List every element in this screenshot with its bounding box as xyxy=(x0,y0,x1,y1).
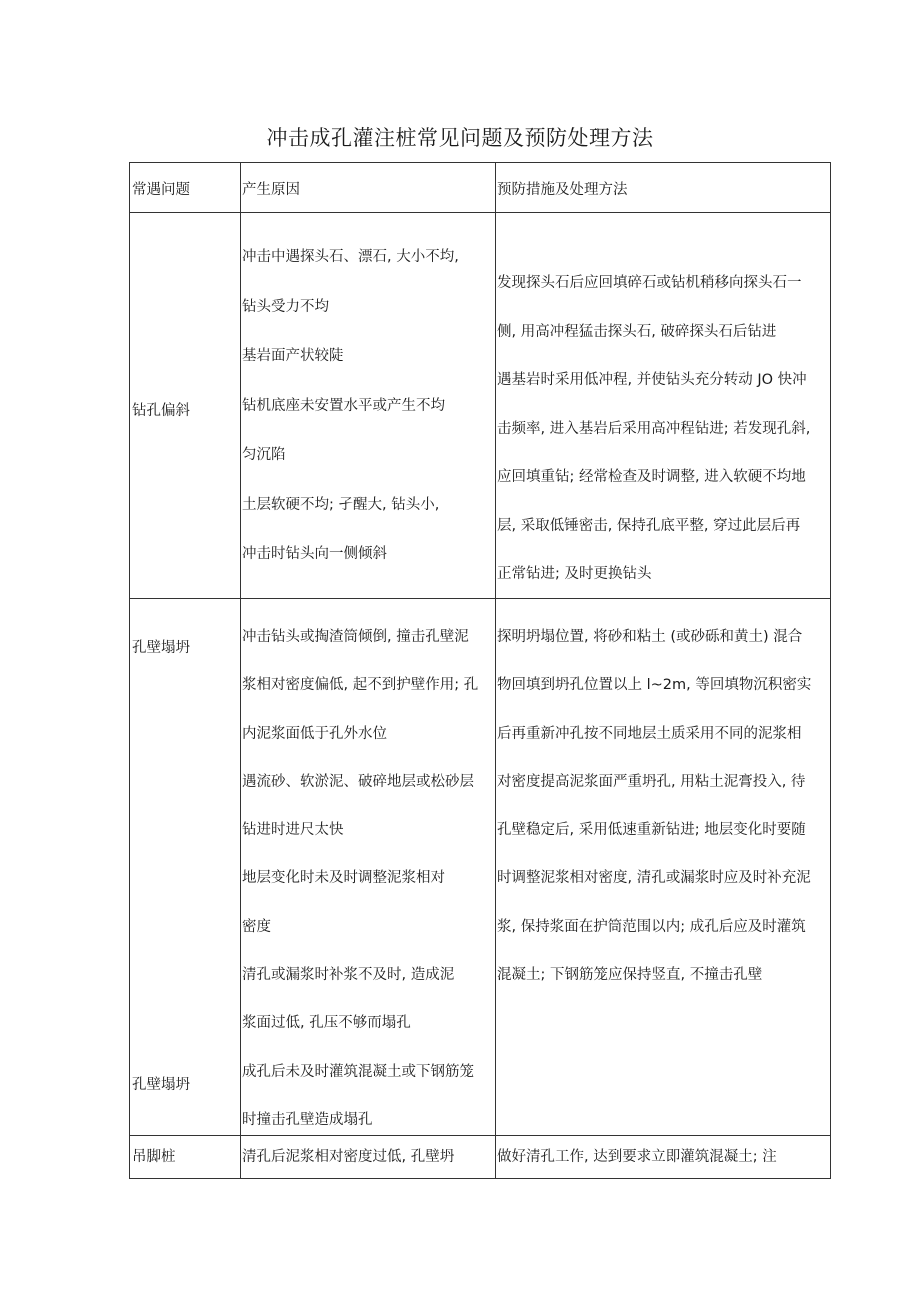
cause-line: 钻进时进尺太快 xyxy=(242,822,344,839)
cause-line: 成孔后未及时灌筑混凝土或下钢筋笼 xyxy=(242,1063,474,1080)
measure-line: 层, 采取低锤密击, 保持孔底平整, 穿过此层后再 xyxy=(497,517,801,534)
cause-cell xyxy=(242,233,494,580)
cause-line: 冲击中遇探头石、漂石, 大小不均, xyxy=(242,249,459,265)
measure-line: 物回填到坍孔位置以上 l~2m, 等回填物沉积密实 xyxy=(497,677,812,694)
column-divider xyxy=(240,163,241,1178)
measure-line: 孔壁稳定后, 采用低速重新钻进; 地层变化时要随 xyxy=(497,822,806,839)
measure-line: 正常钻进; 及时更换钻头 xyxy=(497,566,652,582)
column-divider xyxy=(495,163,496,1178)
cause-line: 清孔后泥浆相对密度过低, 孔壁坍 xyxy=(242,1149,455,1165)
cause-line: 内泥浆面低于孔外水位 xyxy=(242,725,387,742)
measure-line: 做好清孔工作, 达到要求立即灌筑混凝土; 注 xyxy=(497,1149,777,1165)
header-problem: 常遇问题 xyxy=(132,182,190,198)
problem-cell: 孔壁塌坍 xyxy=(132,640,190,656)
measures-cell xyxy=(497,1145,830,1166)
cause-line: 浆相对密度偏低, 起不到护壁作用; 孔 xyxy=(242,677,479,694)
measure-line: 侧, 用高冲程猛击探头石, 破碎探头石后钻进 xyxy=(497,323,777,340)
document-title: 冲击成孔灌注桩常见问题及预防处理方法 xyxy=(266,126,654,150)
problems-table xyxy=(129,162,831,1179)
measure-line: 混凝土; 下钢筋笼应保持竖直, 不撞击孔壁 xyxy=(497,967,763,984)
measure-line: 浆, 保持浆面在护筒范围以内; 成孔后应及时灌筑 xyxy=(497,918,806,935)
measure-line: 探明坍塌位置, 将砂和粘土 (或砂砾和黄土) 混合 xyxy=(497,629,803,645)
cause-line: 遇流砂、软淤泥、破碎地层或松砂层 xyxy=(242,773,474,790)
cause-line: 基岩面产状较陡 xyxy=(242,348,344,364)
cause-line: 清孔或漏浆时补浆不及时, 造成泥 xyxy=(242,967,455,984)
measure-line: 对密度提高泥浆面严重坍孔, 用粘土泥膏投入, 待 xyxy=(497,773,806,790)
measure-line: 后再重新冲孔按不同地层土质采用不同的泥浆相 xyxy=(497,725,802,742)
cause-line: 匀沉陷 xyxy=(242,447,286,463)
cause-line: 浆面过低, 孔压不够而塌孔 xyxy=(242,1015,411,1032)
measures-cell xyxy=(497,259,830,599)
measure-line: 应回填重钻; 经常检查及时调整, 进入软硬不均地 xyxy=(497,469,806,485)
measure-line: 时调整泥浆相对密度, 清孔或漏浆时应及时补充泥 xyxy=(497,870,811,887)
row-divider xyxy=(130,212,830,213)
cause-line: 土层软硬不均; 孑醒大, 钻头小, xyxy=(242,496,440,513)
problem-cell: 钻孔偏斜 xyxy=(132,403,190,419)
cause-line: 钻机底座未安置水平或产生不均 xyxy=(242,397,445,414)
problem-cell-repeat: 孔壁塌坍 xyxy=(132,1077,190,1093)
measure-line: 击频率, 进入基岩后采用高冲程钻进; 若发现孔斜, xyxy=(497,420,811,437)
cause-line: 密度 xyxy=(242,918,271,935)
problem-cell: 吊脚桩 xyxy=(132,1149,176,1165)
cause-line: 地层变化时未及时调整泥浆相对 xyxy=(242,870,445,887)
header-cause: 产生原因 xyxy=(242,182,300,198)
cause-line: 冲击钻头或掏渣筒倾倒, 撞击孔壁泥 xyxy=(242,629,469,645)
header-measures: 预防措施及处理方法 xyxy=(497,182,628,198)
cause-line: 时撞击孔壁造成塌孔 xyxy=(242,1111,373,1128)
cause-cell xyxy=(242,613,494,1144)
cause-line: 钻头受力不均 xyxy=(242,298,329,315)
measure-line: 遇基岩时采用低冲程, 并使钻头充分转动 JO 快冲 xyxy=(497,372,807,388)
measure-line: 发现探头石后应回填碎石或钻机稍移向探头石一 xyxy=(497,275,802,291)
cause-cell xyxy=(242,1145,494,1166)
cause-line: 冲击时钻头向一侧倾斜 xyxy=(242,546,387,562)
measures-cell xyxy=(497,613,830,999)
